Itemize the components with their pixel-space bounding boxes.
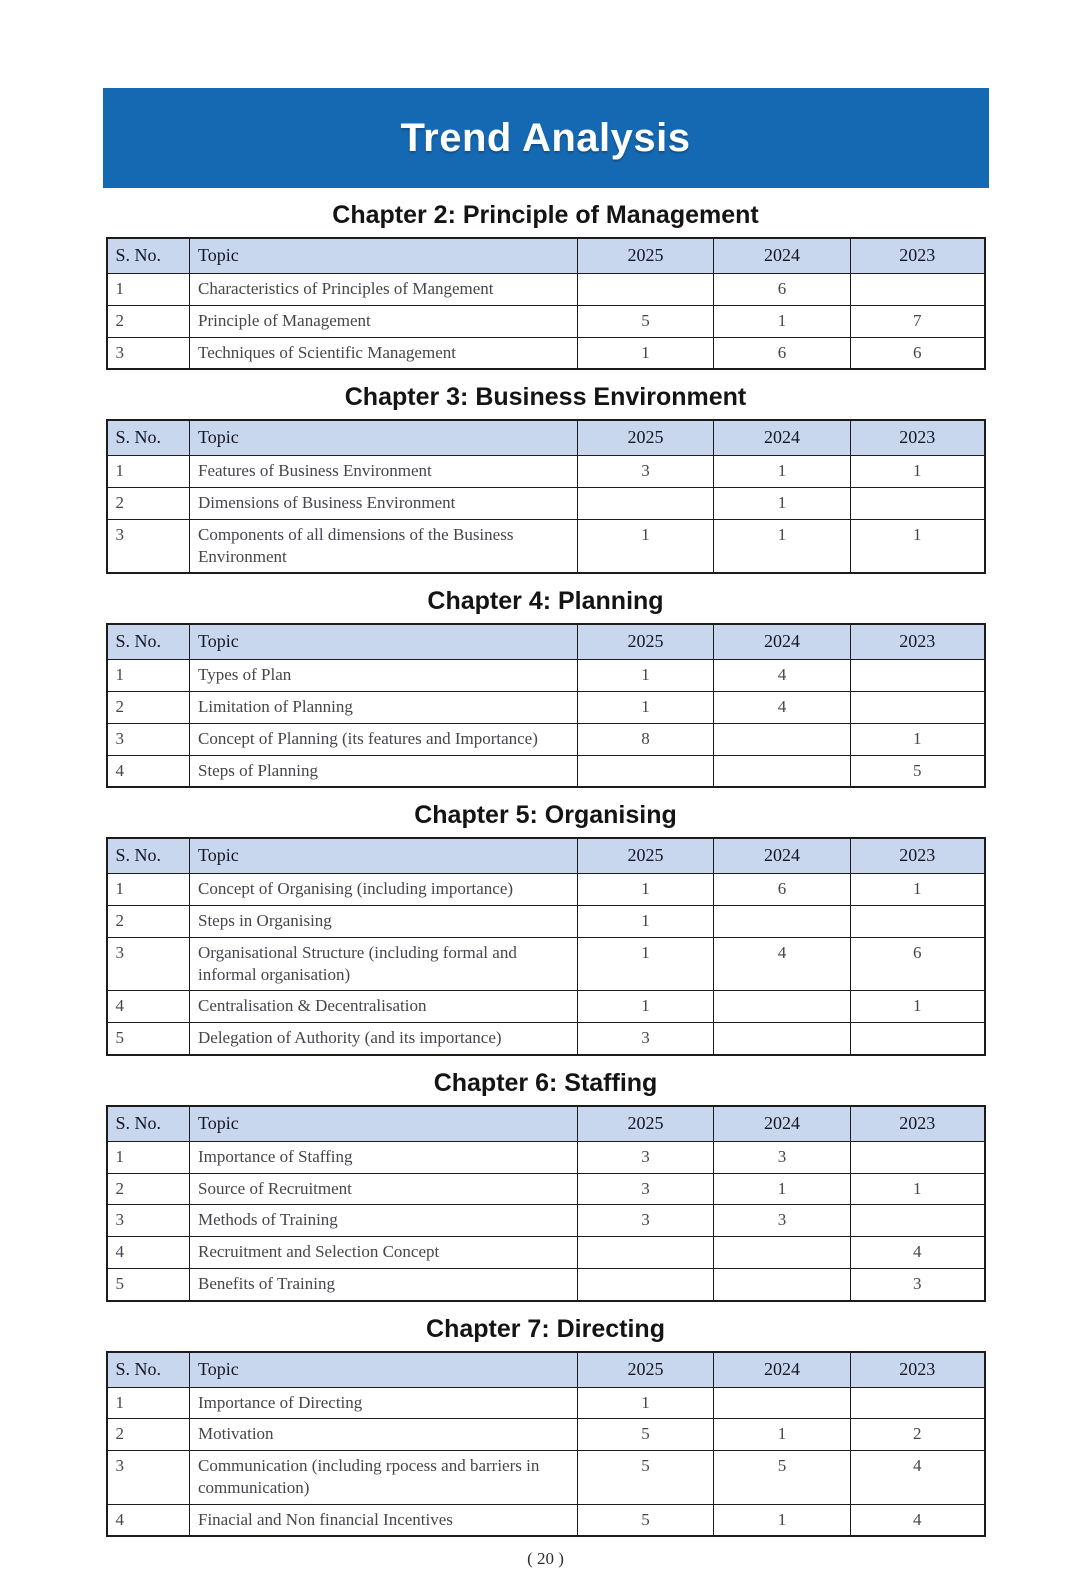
table-row <box>107 1205 985 1237</box>
table-row <box>107 1451 985 1505</box>
topic-cell: Concept of Planning (its features and Importance) <box>190 723 578 755</box>
year-cell: 3 <box>578 1023 714 1055</box>
serial-cell: 4 <box>107 1237 190 1269</box>
table-row <box>107 337 985 369</box>
table-row <box>107 456 985 488</box>
year-cell <box>851 1023 985 1055</box>
table-row <box>107 1173 985 1205</box>
serial-cell: 1 <box>107 1141 190 1173</box>
chapter-section <box>0 201 1091 370</box>
year-cell: 4 <box>851 1451 985 1505</box>
table-header-row <box>107 1352 985 1388</box>
serial-cell: 3 <box>107 1451 190 1505</box>
year-cell: 5 <box>578 1451 714 1505</box>
column-header: 2023 <box>851 624 985 660</box>
serial-cell: 2 <box>107 692 190 724</box>
topic-cell: Components of all dimensions of the Business Environment <box>190 519 578 573</box>
table-header-row <box>107 238 985 274</box>
column-header: Topic <box>190 838 578 874</box>
chapter-heading: Chapter 6: Staffing <box>433 1068 658 1097</box>
serial-cell: 3 <box>107 937 190 991</box>
table-row <box>107 660 985 692</box>
year-cell: 1 <box>578 1387 714 1419</box>
year-cell: 3 <box>578 1141 714 1173</box>
table-row <box>107 305 985 337</box>
topic-cell: Motivation <box>190 1419 578 1451</box>
year-cell: 1 <box>851 1173 985 1205</box>
chapter-section <box>0 587 1091 788</box>
topic-cell: Types of Plan <box>190 660 578 692</box>
column-header: Topic <box>190 1106 578 1142</box>
table-header-row <box>107 624 985 660</box>
serial-cell: 3 <box>107 1205 190 1237</box>
serial-cell: 1 <box>107 274 190 306</box>
year-cell: 1 <box>714 1173 851 1205</box>
serial-cell: 1 <box>107 1387 190 1419</box>
column-header: 2025 <box>578 1106 714 1142</box>
year-cell: 1 <box>578 906 714 938</box>
trend-analysis-banner <box>103 88 989 188</box>
year-cell: 6 <box>714 337 851 369</box>
column-header: Topic <box>190 420 578 456</box>
year-cell: 1 <box>851 519 985 573</box>
year-cell <box>714 991 851 1023</box>
year-cell: 1 <box>851 456 985 488</box>
year-cell: 2 <box>851 1419 985 1451</box>
column-header: S. No. <box>107 838 190 874</box>
year-cell <box>714 755 851 787</box>
topic-cell: Importance of Staffing <box>190 1141 578 1173</box>
year-cell: 5 <box>714 1451 851 1505</box>
year-cell <box>851 660 985 692</box>
table-row <box>107 906 985 938</box>
table-header-row <box>107 420 985 456</box>
topic-cell: Communication (including rpocess and barriers in communication) <box>190 1451 578 1505</box>
column-header: 2025 <box>578 624 714 660</box>
year-cell: 1 <box>714 488 851 520</box>
year-cell: 3 <box>851 1268 985 1300</box>
topic-cell: Source of Recruitment <box>190 1173 578 1205</box>
table-header-row <box>107 838 985 874</box>
chapter-heading: Chapter 3: Business Environment <box>344 383 747 412</box>
year-cell: 5 <box>578 1419 714 1451</box>
serial-cell: 3 <box>107 519 190 573</box>
column-header: 2024 <box>714 624 851 660</box>
year-cell: 5 <box>851 755 985 787</box>
year-cell: 4 <box>714 660 851 692</box>
table-header-row <box>107 1106 985 1142</box>
table-row <box>107 1268 985 1300</box>
chapter-section <box>0 1315 1091 1538</box>
serial-cell: 1 <box>107 660 190 692</box>
year-cell: 1 <box>578 519 714 573</box>
chapter-section <box>0 1069 1091 1302</box>
chapter-heading: Chapter 5: Organising <box>414 801 677 830</box>
year-cell: 6 <box>714 274 851 306</box>
table-row <box>107 488 985 520</box>
column-header: S. No. <box>107 238 190 274</box>
column-header: S. No. <box>107 624 190 660</box>
year-cell: 1 <box>714 305 851 337</box>
table-row <box>107 1504 985 1536</box>
year-cell <box>851 1141 985 1173</box>
year-cell <box>578 1237 714 1269</box>
year-cell: 3 <box>714 1141 851 1173</box>
trend-table <box>106 1105 986 1302</box>
year-cell: 4 <box>714 937 851 991</box>
topic-cell: Organisational Structure (including formal and informal organisation) <box>190 937 578 991</box>
year-cell <box>851 1387 985 1419</box>
column-header: 2024 <box>714 238 851 274</box>
serial-cell: 1 <box>107 456 190 488</box>
year-cell: 4 <box>714 692 851 724</box>
column-header: Topic <box>190 1352 578 1388</box>
column-header: 2024 <box>714 1352 851 1388</box>
table-row <box>107 692 985 724</box>
table-row <box>107 274 985 306</box>
column-header: 2023 <box>851 838 985 874</box>
table-row <box>107 519 985 573</box>
year-cell <box>578 274 714 306</box>
year-cell <box>578 1268 714 1300</box>
column-header: 2023 <box>851 238 985 274</box>
year-cell: 1 <box>578 660 714 692</box>
year-cell: 1 <box>851 874 985 906</box>
year-cell: 1 <box>578 337 714 369</box>
column-header: S. No. <box>107 1106 190 1142</box>
topic-cell: Techniques of Scientific Management <box>190 337 578 369</box>
year-cell: 1 <box>714 456 851 488</box>
topic-cell: Limitation of Planning <box>190 692 578 724</box>
table-row <box>107 991 985 1023</box>
year-cell: 3 <box>578 1205 714 1237</box>
column-header: 2024 <box>714 420 851 456</box>
column-header: 2023 <box>851 1106 985 1142</box>
sections-container <box>0 201 1091 1537</box>
year-cell: 1 <box>714 519 851 573</box>
year-cell: 4 <box>851 1504 985 1536</box>
serial-cell: 3 <box>107 723 190 755</box>
serial-cell: 1 <box>107 874 190 906</box>
serial-cell: 2 <box>107 906 190 938</box>
topic-cell: Characteristics of Principles of Mangement <box>190 274 578 306</box>
year-cell: 1 <box>714 1419 851 1451</box>
year-cell <box>714 723 851 755</box>
year-cell <box>851 1205 985 1237</box>
year-cell: 3 <box>578 456 714 488</box>
table-row <box>107 1141 985 1173</box>
serial-cell: 2 <box>107 1173 190 1205</box>
column-header: 2024 <box>714 838 851 874</box>
year-cell: 1 <box>578 991 714 1023</box>
table-row <box>107 1237 985 1269</box>
year-cell <box>851 274 985 306</box>
serial-cell: 4 <box>107 1504 190 1536</box>
year-cell: 1 <box>578 874 714 906</box>
year-cell <box>714 1387 851 1419</box>
topic-cell: Steps of Planning <box>190 755 578 787</box>
table-row <box>107 755 985 787</box>
year-cell: 1 <box>851 991 985 1023</box>
serial-cell: 4 <box>107 755 190 787</box>
year-cell: 6 <box>851 937 985 991</box>
chapter-section <box>0 383 1091 574</box>
year-cell <box>851 488 985 520</box>
topic-cell: Principle of Management <box>190 305 578 337</box>
year-cell: 1 <box>851 723 985 755</box>
table-row <box>107 1419 985 1451</box>
year-cell <box>714 1268 851 1300</box>
topic-cell: Importance of Directing <box>190 1387 578 1419</box>
chapter-heading: Chapter 7: Directing <box>426 1314 665 1343</box>
page-title: Trend Analysis <box>400 115 691 160</box>
year-cell <box>714 1023 851 1055</box>
trend-table <box>106 419 986 574</box>
year-cell: 3 <box>578 1173 714 1205</box>
column-header: 2023 <box>851 1352 985 1388</box>
column-header: 2025 <box>578 1352 714 1388</box>
column-header: 2025 <box>578 238 714 274</box>
topic-cell: Methods of Training <box>190 1205 578 1237</box>
table-row <box>107 937 985 991</box>
column-header: 2025 <box>578 420 714 456</box>
year-cell: 5 <box>578 1504 714 1536</box>
column-header: 2025 <box>578 838 714 874</box>
serial-cell: 5 <box>107 1268 190 1300</box>
year-cell: 6 <box>851 337 985 369</box>
topic-cell: Concept of Organising (including importance) <box>190 874 578 906</box>
trend-table <box>106 837 986 1056</box>
chapter-heading: Chapter 4: Planning <box>427 587 664 616</box>
serial-cell: 2 <box>107 305 190 337</box>
year-cell <box>714 906 851 938</box>
table-row <box>107 723 985 755</box>
trend-table <box>106 237 986 370</box>
year-cell <box>578 488 714 520</box>
column-header: 2023 <box>851 420 985 456</box>
topic-cell: Delegation of Authority (and its importance) <box>190 1023 578 1055</box>
year-cell: 6 <box>714 874 851 906</box>
topic-cell: Steps in Organising <box>190 906 578 938</box>
page-number: ( 20 ) <box>527 1549 564 1569</box>
topic-cell: Features of Business Environment <box>190 456 578 488</box>
serial-cell: 2 <box>107 488 190 520</box>
serial-cell: 2 <box>107 1419 190 1451</box>
year-cell: 5 <box>578 305 714 337</box>
trend-table <box>106 1351 986 1538</box>
table-row <box>107 1023 985 1055</box>
table-row <box>107 1387 985 1419</box>
column-header: S. No. <box>107 420 190 456</box>
year-cell <box>851 692 985 724</box>
column-header: S. No. <box>107 1352 190 1388</box>
chapter-section <box>0 801 1091 1056</box>
year-cell <box>578 755 714 787</box>
topic-cell: Dimensions of Business Environment <box>190 488 578 520</box>
serial-cell: 5 <box>107 1023 190 1055</box>
serial-cell: 4 <box>107 991 190 1023</box>
year-cell: 1 <box>578 937 714 991</box>
serial-cell: 3 <box>107 337 190 369</box>
year-cell: 1 <box>578 692 714 724</box>
column-header: 2024 <box>714 1106 851 1142</box>
year-cell: 7 <box>851 305 985 337</box>
chapter-heading: Chapter 2: Principle of Management <box>332 201 759 229</box>
topic-cell: Benefits of Training <box>190 1268 578 1300</box>
topic-cell: Finacial and Non financial Incentives <box>190 1504 578 1536</box>
year-cell: 8 <box>578 723 714 755</box>
topic-cell: Recruitment and Selection Concept <box>190 1237 578 1269</box>
year-cell <box>714 1237 851 1269</box>
year-cell: 3 <box>714 1205 851 1237</box>
year-cell: 1 <box>714 1504 851 1536</box>
topic-cell: Centralisation & Decentralisation <box>190 991 578 1023</box>
column-header: Topic <box>190 238 578 274</box>
year-cell <box>851 906 985 938</box>
trend-table <box>106 623 986 788</box>
column-header: Topic <box>190 624 578 660</box>
year-cell: 4 <box>851 1237 985 1269</box>
table-row <box>107 874 985 906</box>
